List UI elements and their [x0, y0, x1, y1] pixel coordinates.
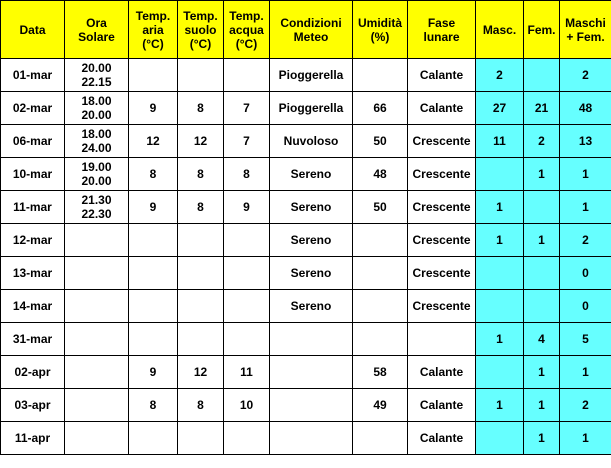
cell-temp-water [224, 290, 270, 323]
header-humidity [353, 1, 408, 59]
cell-temp-water [224, 323, 270, 356]
cell-time [65, 422, 129, 455]
cell-female-count: 1 [524, 422, 560, 455]
header-temp-water [224, 1, 270, 59]
cell-total-count: 1 [560, 191, 611, 224]
cell-humidity: 49 [353, 389, 408, 422]
cell-temp-water: 10 [224, 389, 270, 422]
cell-temp-soil: 8 [178, 158, 224, 191]
cell-time [65, 92, 129, 125]
time-line: 18.00 [81, 94, 112, 108]
header-temp-water-line1: Temp. [229, 8, 264, 23]
time-line: 18.00 [81, 127, 112, 141]
cell-temp-water: 9 [224, 191, 270, 224]
table-row [1, 125, 611, 158]
cell-time [65, 191, 129, 224]
header-female-label: Fem. [527, 22, 556, 37]
cell-humidity: 50 [353, 125, 408, 158]
cell-male-count: 1 [476, 224, 524, 257]
table-row [1, 422, 611, 455]
header-temp-water-line2: acqua [229, 22, 264, 37]
cell-male-count: 1 [476, 323, 524, 356]
cell-temp-air [129, 323, 178, 356]
header-moon-line1: Fase [427, 15, 456, 30]
cell-moon-phase: Crescente [408, 290, 476, 323]
cell-humidity [353, 257, 408, 290]
cell-humidity [353, 224, 408, 257]
cell-humidity: 58 [353, 356, 408, 389]
cell-moon-phase: Crescente [408, 257, 476, 290]
header-male [476, 1, 524, 59]
cell-date: 12-mar [1, 224, 65, 257]
cell-weather [270, 389, 353, 422]
time-line: 24.00 [81, 141, 112, 155]
cell-humidity [353, 59, 408, 92]
header-temp-air-line3: (°C) [142, 36, 164, 51]
cell-moon-phase: Crescente [408, 224, 476, 257]
header-row [1, 1, 611, 59]
header-temp-soil [178, 1, 224, 59]
cell-weather [270, 422, 353, 455]
cell-total-count: 2 [560, 224, 611, 257]
cell-total-count: 1 [560, 158, 611, 191]
cell-male-count [476, 257, 524, 290]
cell-temp-air [129, 59, 178, 92]
cell-temp-soil [178, 224, 224, 257]
time-line: 22.30 [81, 207, 112, 221]
header-moon-line2: lunare [423, 29, 460, 44]
cell-female-count: 2 [524, 125, 560, 158]
table-body [1, 59, 611, 455]
cell-temp-air [129, 257, 178, 290]
cell-temp-soil [178, 323, 224, 356]
cell-male-count: 1 [476, 389, 524, 422]
cell-humidity: 50 [353, 191, 408, 224]
cell-total-count: 2 [560, 59, 611, 92]
cell-temp-water: 11 [224, 356, 270, 389]
header-weather-line2: Meteo [293, 29, 329, 44]
cell-total-count: 0 [560, 290, 611, 323]
header-temp-air-line2: aria [142, 22, 164, 37]
cell-weather: Sereno [270, 290, 353, 323]
cell-temp-air [129, 290, 178, 323]
cell-female-count: 1 [524, 158, 560, 191]
header-temp-air-line1: Temp. [135, 8, 171, 23]
cell-temp-soil [178, 59, 224, 92]
cell-temp-water: 7 [224, 125, 270, 158]
cell-weather [270, 323, 353, 356]
cell-weather: Sereno [270, 224, 353, 257]
cell-weather: Nuvoloso [270, 125, 353, 158]
cell-temp-air [129, 422, 178, 455]
cell-temp-air: 8 [129, 389, 178, 422]
cell-male-count [476, 422, 524, 455]
cell-date: 11-apr [1, 422, 65, 455]
header-humidity-line1: Umidità [357, 15, 402, 30]
header-temp-soil-line1: Temp. [183, 8, 218, 23]
cell-time [65, 158, 129, 191]
cell-date: 02-apr [1, 356, 65, 389]
cell-total-count: 13 [560, 125, 611, 158]
header-moon-phase [408, 1, 476, 59]
cell-time [65, 257, 129, 290]
cell-moon-phase [408, 323, 476, 356]
header-weather-line1: Condizioni [280, 15, 342, 30]
time-line: 20.00 [81, 108, 112, 122]
cell-weather: Pioggerella [270, 92, 353, 125]
cell-humidity [353, 323, 408, 356]
header-date-label: Data [19, 22, 46, 37]
time-line: 20.00 [81, 174, 112, 188]
table-row [1, 92, 611, 125]
cell-date: 01-mar [1, 59, 65, 92]
cell-temp-air: 12 [129, 125, 178, 158]
time-line: 20.00 [81, 61, 112, 75]
header-temp-soil-line3: (°C) [189, 36, 212, 51]
cell-temp-water [224, 59, 270, 92]
cell-male-count: 1 [476, 191, 524, 224]
cell-moon-phase: Crescente [408, 191, 476, 224]
cell-temp-soil: 12 [178, 125, 224, 158]
cell-temp-air: 9 [129, 356, 178, 389]
cell-weather: Sereno [270, 191, 353, 224]
cell-female-count: 1 [524, 389, 560, 422]
table-row [1, 224, 611, 257]
header-time-line2: Solare [78, 29, 115, 44]
cell-female-count [524, 59, 560, 92]
time-line: 22.15 [81, 75, 112, 89]
cell-weather: Pioggerella [270, 59, 353, 92]
cell-date: 11-mar [1, 191, 65, 224]
cell-temp-soil [178, 422, 224, 455]
cell-time [65, 323, 129, 356]
header-female [524, 1, 560, 59]
cell-weather: Sereno [270, 257, 353, 290]
header-total [560, 1, 611, 59]
cell-temp-soil: 8 [178, 191, 224, 224]
cell-humidity [353, 422, 408, 455]
cell-male-count: 2 [476, 59, 524, 92]
cell-moon-phase: Crescente [408, 125, 476, 158]
cell-male-count [476, 356, 524, 389]
time-line: 19.00 [81, 160, 112, 174]
cell-total-count: 2 [560, 389, 611, 422]
table-row [1, 290, 611, 323]
cell-total-count: 1 [560, 422, 611, 455]
header-date [1, 1, 65, 59]
cell-temp-soil: 8 [178, 92, 224, 125]
cell-date: 31-mar [1, 323, 65, 356]
cell-moon-phase: Calante [408, 389, 476, 422]
cell-temp-air: 9 [129, 191, 178, 224]
cell-female-count [524, 290, 560, 323]
cell-date: 02-mar [1, 92, 65, 125]
cell-male-count: 27 [476, 92, 524, 125]
table-row [1, 356, 611, 389]
cell-time [65, 125, 129, 158]
cell-total-count: 5 [560, 323, 611, 356]
cell-total-count: 0 [560, 257, 611, 290]
cell-female-count: 4 [524, 323, 560, 356]
cell-total-count: 1 [560, 356, 611, 389]
table-row [1, 323, 611, 356]
cell-weather: Sereno [270, 158, 353, 191]
cell-male-count [476, 158, 524, 191]
header-male-label: Masc. [482, 22, 517, 37]
cell-date: 03-apr [1, 389, 65, 422]
header-time-line1: Ora [86, 15, 107, 30]
header-temp-water-line3: (°C) [235, 36, 258, 51]
cell-temp-soil [178, 257, 224, 290]
cell-time [65, 389, 129, 422]
cell-female-count [524, 191, 560, 224]
header-total-line2: + Fem. [566, 29, 605, 44]
header-temp-air [129, 1, 178, 59]
cell-female-count: 1 [524, 356, 560, 389]
cell-weather [270, 356, 353, 389]
cell-male-count [476, 290, 524, 323]
cell-temp-air [129, 224, 178, 257]
cell-temp-water: 8 [224, 158, 270, 191]
cell-time [65, 356, 129, 389]
cell-humidity [353, 290, 408, 323]
cell-humidity: 66 [353, 92, 408, 125]
cell-date: 10-mar [1, 158, 65, 191]
header-time [65, 1, 129, 59]
cell-date: 13-mar [1, 257, 65, 290]
cell-temp-water [224, 224, 270, 257]
table-row [1, 158, 611, 191]
cell-female-count: 1 [524, 224, 560, 257]
cell-moon-phase: Calante [408, 422, 476, 455]
cell-date: 14-mar [1, 290, 65, 323]
cell-time [65, 59, 129, 92]
cell-temp-air: 8 [129, 158, 178, 191]
header-total-line1: Maschi [565, 15, 606, 30]
cell-moon-phase: Crescente [408, 158, 476, 191]
cell-time [65, 290, 129, 323]
cell-humidity: 48 [353, 158, 408, 191]
table-row [1, 59, 611, 92]
cell-temp-soil: 12 [178, 356, 224, 389]
header-temp-soil-line2: suolo [184, 22, 217, 37]
cell-temp-water [224, 422, 270, 455]
table-row [1, 389, 611, 422]
header-weather [270, 1, 353, 59]
table-row [1, 257, 611, 290]
time-line: 21.30 [81, 193, 112, 207]
cell-temp-air: 9 [129, 92, 178, 125]
cell-male-count: 11 [476, 125, 524, 158]
cell-temp-water [224, 257, 270, 290]
cell-moon-phase: Calante [408, 92, 476, 125]
cell-female-count [524, 257, 560, 290]
cell-temp-soil [178, 290, 224, 323]
cell-moon-phase: Calante [408, 59, 476, 92]
cell-total-count: 48 [560, 92, 611, 125]
cell-temp-water: 7 [224, 92, 270, 125]
cell-female-count: 21 [524, 92, 560, 125]
cell-moon-phase: Calante [408, 356, 476, 389]
cell-temp-soil: 8 [178, 389, 224, 422]
table-row [1, 191, 611, 224]
cell-date: 06-mar [1, 125, 65, 158]
header-humidity-line2: (%) [370, 29, 390, 44]
cell-time [65, 224, 129, 257]
